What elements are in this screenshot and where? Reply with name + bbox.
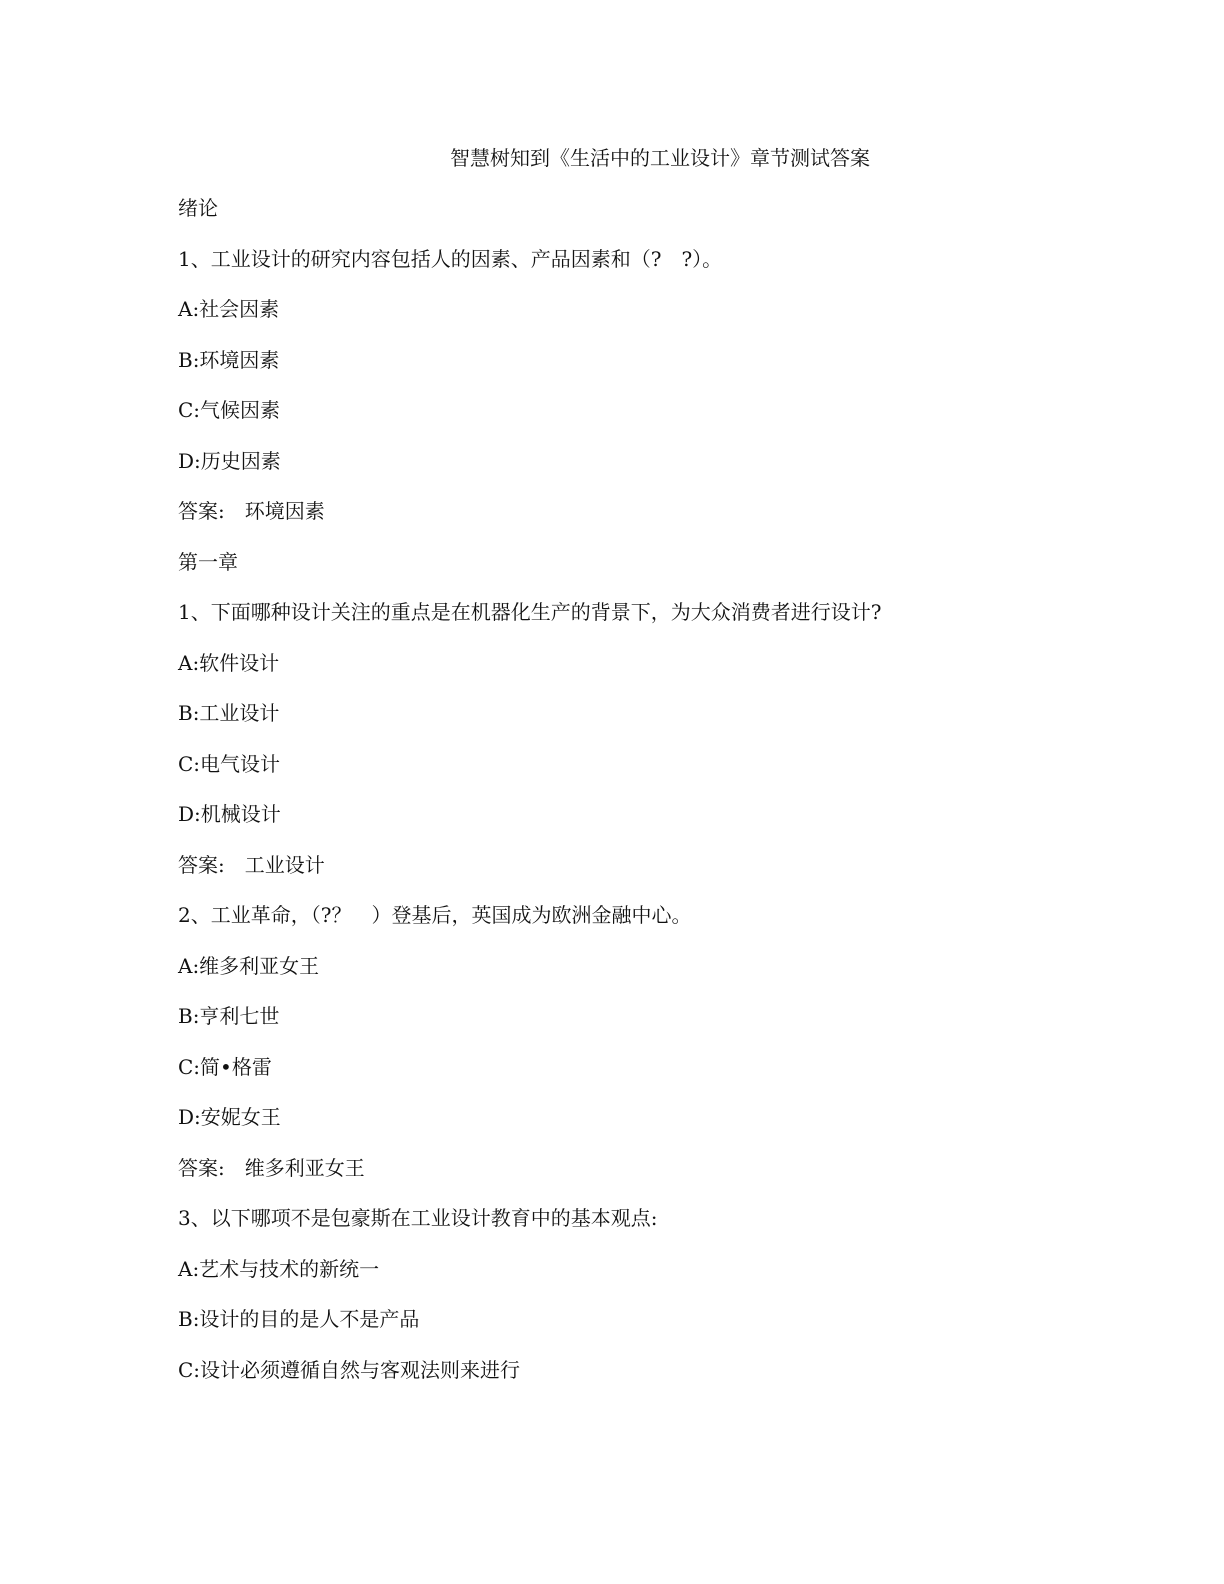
question-text: 2、工业革命，（?？ ）登基后，英国成为欧洲金融中心。 <box>178 903 692 927</box>
answer-text: 答案: 维多利亚女王 <box>178 1155 365 1180</box>
document-title: 智慧树知到《生活中的工业设计》章节测试答案 <box>450 146 870 170</box>
option-b: B:亨利七世 <box>178 1004 280 1028</box>
section-heading: 第一章 <box>178 549 238 574</box>
option-a: A:维多利亚女王 <box>178 953 320 978</box>
question-text: 3、以下哪项不是包豪斯在工业设计教育中的基本观点: <box>178 1206 658 1230</box>
option-d: D:历史因素 <box>178 448 281 473</box>
option-a: A:软件设计 <box>178 650 280 675</box>
question-text: 1、工业设计的研究内容包括人的因素、产品因素和（? ?）。 <box>178 246 723 271</box>
section-heading: 绪论 <box>178 196 218 220</box>
option-c: C:气候因素 <box>178 398 281 422</box>
answer-text: 答案: 环境因素 <box>178 499 325 523</box>
option-c: C:电气设计 <box>178 751 281 776</box>
question-text: 1、下面哪种设计关注的重点是在机器化生产的背景下，为大众消费者进行设计? <box>178 600 882 624</box>
option-c: C:设计必须遵循自然与客观法则来进行 <box>178 1357 521 1382</box>
option-d: D:安妮女王 <box>178 1105 281 1129</box>
option-b: B:设计的目的是人不是产品 <box>178 1307 420 1331</box>
option-c: C:简•格雷 <box>178 1054 272 1079</box>
document-body <box>178 194 1138 1406</box>
answer-text: 答案: 工业设计 <box>178 852 325 877</box>
option-b: B:环境因素 <box>178 347 280 372</box>
option-b: B:工业设计 <box>178 701 280 725</box>
option-d: D:机械设计 <box>178 802 281 826</box>
option-a: A:社会因素 <box>178 297 280 321</box>
option-a: A:艺术与技术的新统一 <box>178 1256 380 1281</box>
